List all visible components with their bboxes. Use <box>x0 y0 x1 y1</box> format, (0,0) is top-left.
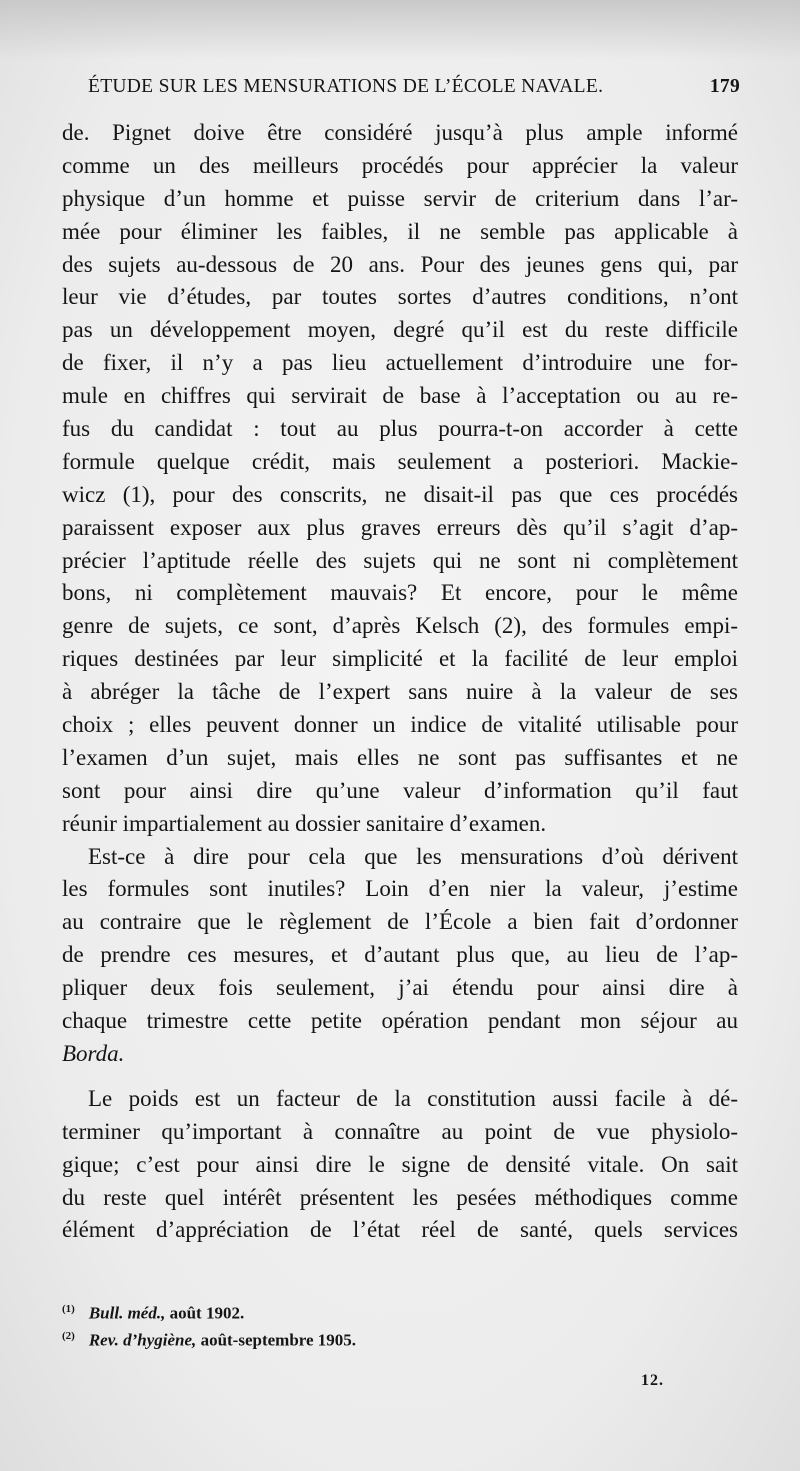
text-line: choix ; elles peuvent donner un indice de vitalité utilisable pour <box>62 712 738 738</box>
footnote-source: Bull. méd., <box>88 1303 166 1323</box>
signature-mark: 12. <box>641 1372 664 1389</box>
footnote-mark: (2) <box>62 1330 75 1342</box>
text-line: paraissent exposer aux plus graves erreurs dès qu’il s’agit d’ap- <box>62 514 738 540</box>
text-line: au contraire que le règlement de l’École a bien fait d’ordonner <box>62 909 738 935</box>
text-line: mée pour éliminer les faibles, il ne semble pas applicable à <box>62 218 738 244</box>
text-line: de fixer, il n’y a pas lieu actuellement d’introduire une for- <box>62 350 738 376</box>
text-line: leur vie d’études, par toutes sortes d’autres conditions, n’ont <box>62 284 738 310</box>
text-line: Le poids est un facteur de la constitution aussi facile à dé- <box>88 1085 738 1111</box>
text-line: du reste quel intérêt présentent les pesées méthodiques comme <box>62 1184 738 1210</box>
body-text <box>62 117 738 1247</box>
footnote-mark: (1) <box>62 1303 75 1315</box>
text-line: physique d’un homme et puisse servir de criterium dans l’ar- <box>62 185 738 211</box>
text-line: pliquer deux fois seulement, j’ai étendu pour ainsi dire à <box>62 975 738 1001</box>
text-line: élément d’appréciation de l’état réel de santé, quels services <box>62 1217 738 1243</box>
footnote <box>62 1296 738 1323</box>
text-line: chaque trimestre cette petite opération pendant mon séjour au <box>62 1008 738 1034</box>
text-line: les formules sont inutiles? Loin d’en nier la valeur, j’estime <box>62 876 738 902</box>
text-line: genre de sujets, ce sont, d’après Kelsch (2), des formules empi- <box>62 613 738 639</box>
text-line: sont pour ainsi dire qu’une valeur d’information qu’il faut <box>62 777 738 803</box>
text-line: des sujets au-dessous de 20 ans. Pour des jeunes gens qui, par <box>62 251 738 277</box>
footnote-date: août 1902. <box>169 1303 245 1323</box>
footnote-date: août-septembre 1905. <box>200 1330 357 1350</box>
running-title: ÉTUDE SUR LES MENSURATIONS DE L’ÉCOLE NAVALE. <box>88 76 604 97</box>
text-line: riques destinées par leur simplicité et la facilité de leur emploi <box>62 646 738 672</box>
text-line: formule quelque crédit, mais seulement a posteriori. Mackie- <box>62 448 738 474</box>
footnote-source: Rev. d’hygiène, <box>88 1330 197 1350</box>
page-edge-shadow <box>0 0 800 60</box>
text-line: précier l’aptitude réelle des sujets qui ne sont ni complètement <box>62 547 738 573</box>
text-line: mule en chiffres qui servirait de base à l’acceptation ou au re- <box>62 383 738 409</box>
text-line: l’examen d’un sujet, mais elles ne sont pas suffisantes et ne <box>62 744 738 770</box>
text-line: pas un développement moyen, degré qu’il est du reste difficile <box>62 317 738 343</box>
text-line: réunir impartialement au dossier sanitaire d’examen. <box>62 810 547 836</box>
text-line: fus du candidat : tout au plus pourra-t-on accorder à cette <box>62 416 738 442</box>
text-line: wicz (1), pour des conscrits, ne disait-il pas que ces procédés <box>62 481 738 507</box>
text-line: Est-ce à dire pour cela que les mensurations d’où dérivent <box>88 843 738 869</box>
footnotes <box>62 1296 738 1350</box>
text-line: terminer qu’important à connaître au point de vue physiolo- <box>62 1118 738 1144</box>
text-line: de. Pignet doive être considéré jusqu’à plus ample informé <box>62 120 738 145</box>
text-line: comme un des meilleurs procédés pour apprécier la valeur <box>62 152 738 178</box>
page-number: 179 <box>709 76 740 97</box>
text-line: de prendre ces mesures, et d’autant plus que, au lieu de l’ap- <box>62 942 738 968</box>
text-line: à abréger la tâche de l’expert sans nuire à la valeur de ses <box>62 679 738 705</box>
text-line: gique; c’est pour ainsi dire le signe de densité vitale. On sait <box>62 1151 738 1177</box>
footnote <box>62 1323 738 1350</box>
text-line: bons, ni complètement mauvais? Et encore, pour le même <box>62 580 738 606</box>
text-line: Borda. <box>62 1040 125 1066</box>
